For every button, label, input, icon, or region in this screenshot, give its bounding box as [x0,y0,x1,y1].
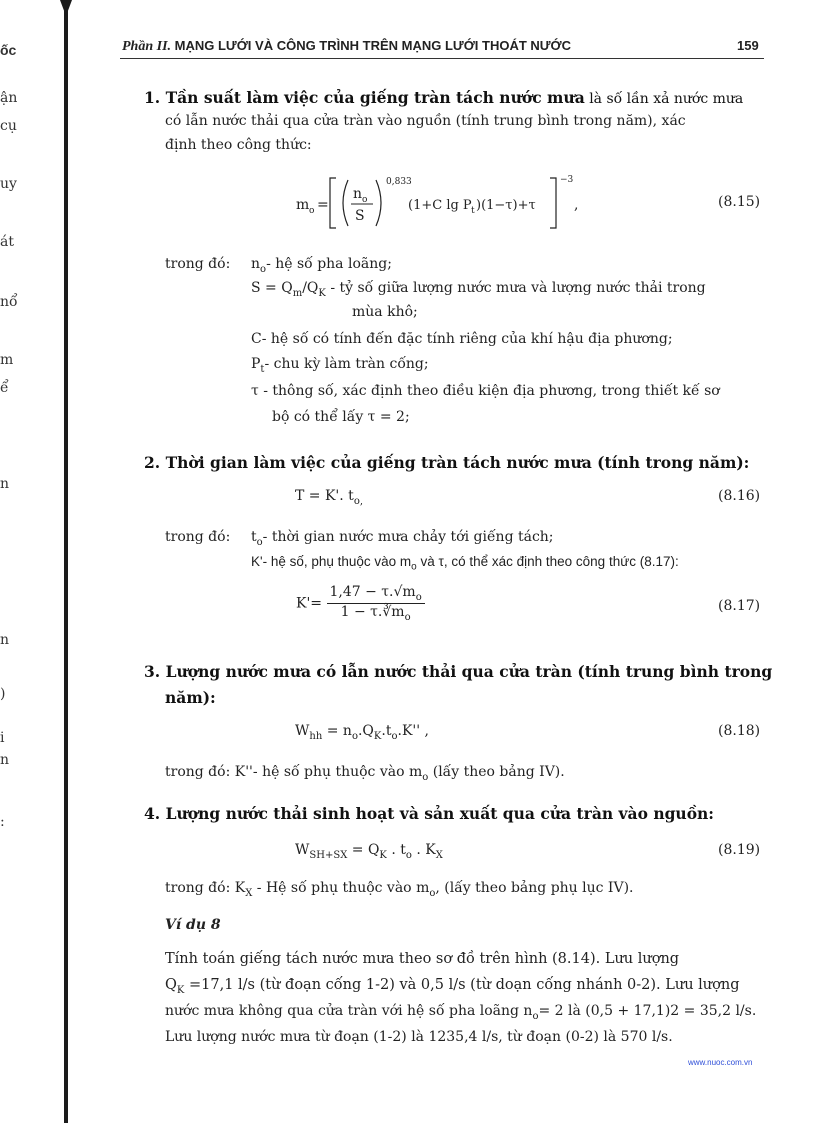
svg-text:o: o [362,195,368,205]
section-1-heading: 1. Tần suất làm việc của giếng tràn tách nước mưa là số lần xả nước mưa [144,88,744,107]
definition-item: $n_o-$ hệ số pha loãng; [251,256,392,275]
definition-where: trong đó: [165,529,231,545]
formula-8-17: K'= $\frac{1,47 - \tau.√m_o}{1 - \tau.∛m_o}$ [296,584,425,623]
margin-fragment: m [0,352,14,368]
definition-where: trong đó: [165,256,231,272]
definition-item: mùa khô; [352,304,418,320]
svg-text:(1+C lg P: (1+C lg P [408,198,472,213]
equation-number: (8.15) [718,194,761,210]
section-1-line: định theo công thức: [165,137,312,153]
section-1-line: có lẫn nước thải qua cửa tràn vào nguồn (tính trung bình trong năm), xác [165,113,686,129]
svg-text:=: = [317,197,329,213]
spine-bookmark [60,0,72,16]
svg-text:)(1−τ)+τ: )(1−τ)+τ [476,198,536,213]
footer-url[interactable]: www.nuoc.com.vn [688,1058,753,1067]
margin-fragment: n [0,632,10,648]
margin-fragment: n [0,752,10,768]
running-header [122,38,571,55]
definition-item: $t_o-$ thời gian nước mưa chảy tới giếng tách; [251,529,554,548]
definition-item: K'- hệ số, phụ thuộc vào $m_o$ và τ, có thể xác định theo công thức (8.17): [251,554,679,573]
definition-item: $S = Q_m/Q_K$ - tỷ số giữa lượng nước mưa và lượng nước thải trong [251,280,706,299]
formula-8-18: $W_{hh} = n_o.Q_K.t_o.K''$ , [295,723,430,742]
margin-fragment: át [0,234,14,250]
section-3-heading: 3. Lượng nước mưa có lẫn nước thải qua cửa tràn (tính trung bình trong [144,662,773,681]
section-4-heading: 4. Lượng nước thải sinh hoạt và sản xuất qua cửa tràn vào nguồn: [144,804,715,823]
margin-fragment: nổ [0,294,18,310]
equation-number: (8.17) [718,598,761,614]
example-line: $Q_K =17,1$ l/s (từ đoạn cống 1-2) và 0,5 l/s (từ doạn cống nhánh 0-2). Lưu lượng [165,977,740,996]
header-part: Phần II. [122,39,172,54]
margin-fragment: : [0,814,5,830]
margin-fragment: ể [0,380,9,396]
example-line: Tính toán giếng tách nước mưa theo sơ đồ trên hình (8.14). Lưu lượng [165,951,680,967]
margin-fragment: uy [0,176,17,192]
equation-number: (8.18) [718,723,761,739]
margin-fragment: ốc [0,42,17,58]
svg-text:0,833: 0,833 [386,177,412,187]
book-spine [64,0,68,1123]
example-line: Lưu lượng nước mưa từ đoạn (1-2) là 1235,4 l/s, từ đoạn (0-2) là 570 l/s. [165,1029,673,1045]
margin-fragment: ận [0,90,18,106]
example-line: nước mưa không qua cửa tràn với hệ số pha loãng $n_o= 2$ là (0,5 + 17,1)2 = 35,2 l/s. [165,1003,757,1022]
definition-item: $P_t-$ chu kỳ làm tràn cống; [251,356,429,375]
svg-text:n: n [353,186,363,202]
example-title: Ví dụ 8 [165,917,221,933]
formula-8-16: T = K'. $t_{o,}$ [295,488,364,507]
header-rule [120,58,764,59]
formula-fraction: $\frac{1,47 - \tau.√m_o}{1 - \tau.∛m_o}$ [327,584,425,623]
equation-number: (8.16) [718,488,761,504]
section-3-heading: năm): [165,688,216,707]
definition-item: bộ có thể lấy τ = 2; [272,409,410,425]
svg-text:S: S [355,208,365,224]
svg-text:m: m [296,197,310,213]
formula-8-19: $W_{SH+SX} = Q_K$ . $t_o$ . $K_X$ [295,842,443,861]
header-title: MẠNG LƯỚI VÀ CÔNG TRÌNH TRÊN MẠNG LƯỚI THOÁT NƯỚC [174,38,572,53]
section-2-heading: 2. Thời gian làm việc của giếng tràn tách nước mưa (tính trong năm): [144,453,750,472]
svg-text:t: t [471,206,475,216]
section-4-note: trong đó: $K_X$ - Hệ số phụ thuộc vào $m_o$, (lấy theo bảng phụ lục IV). [165,880,634,899]
definition-item: C- hệ số có tính đến đặc tính riêng của khí hậu địa phương; [251,331,673,347]
svg-text:,: , [574,197,579,213]
section-3-note: trong đó: K''- hệ số phụ thuộc vào $m_o$ (lấy theo bảng IV). [165,764,565,783]
margin-fragment: n [0,476,10,492]
definition-item: τ - thông số, xác định theo điều kiện địa phương, trong thiết kế sơ [251,383,720,399]
margin-fragment: ) [0,686,6,702]
margin-fragment: i [0,730,5,746]
formula-8-15-graphic [296,172,596,234]
formula-8-15 [296,172,596,238]
page-number: 159 [737,38,759,53]
margin-fragment: cụ [0,118,17,134]
svg-text:o: o [309,206,315,216]
svg-text:−3: −3 [560,175,574,185]
equation-number: (8.19) [718,842,761,858]
